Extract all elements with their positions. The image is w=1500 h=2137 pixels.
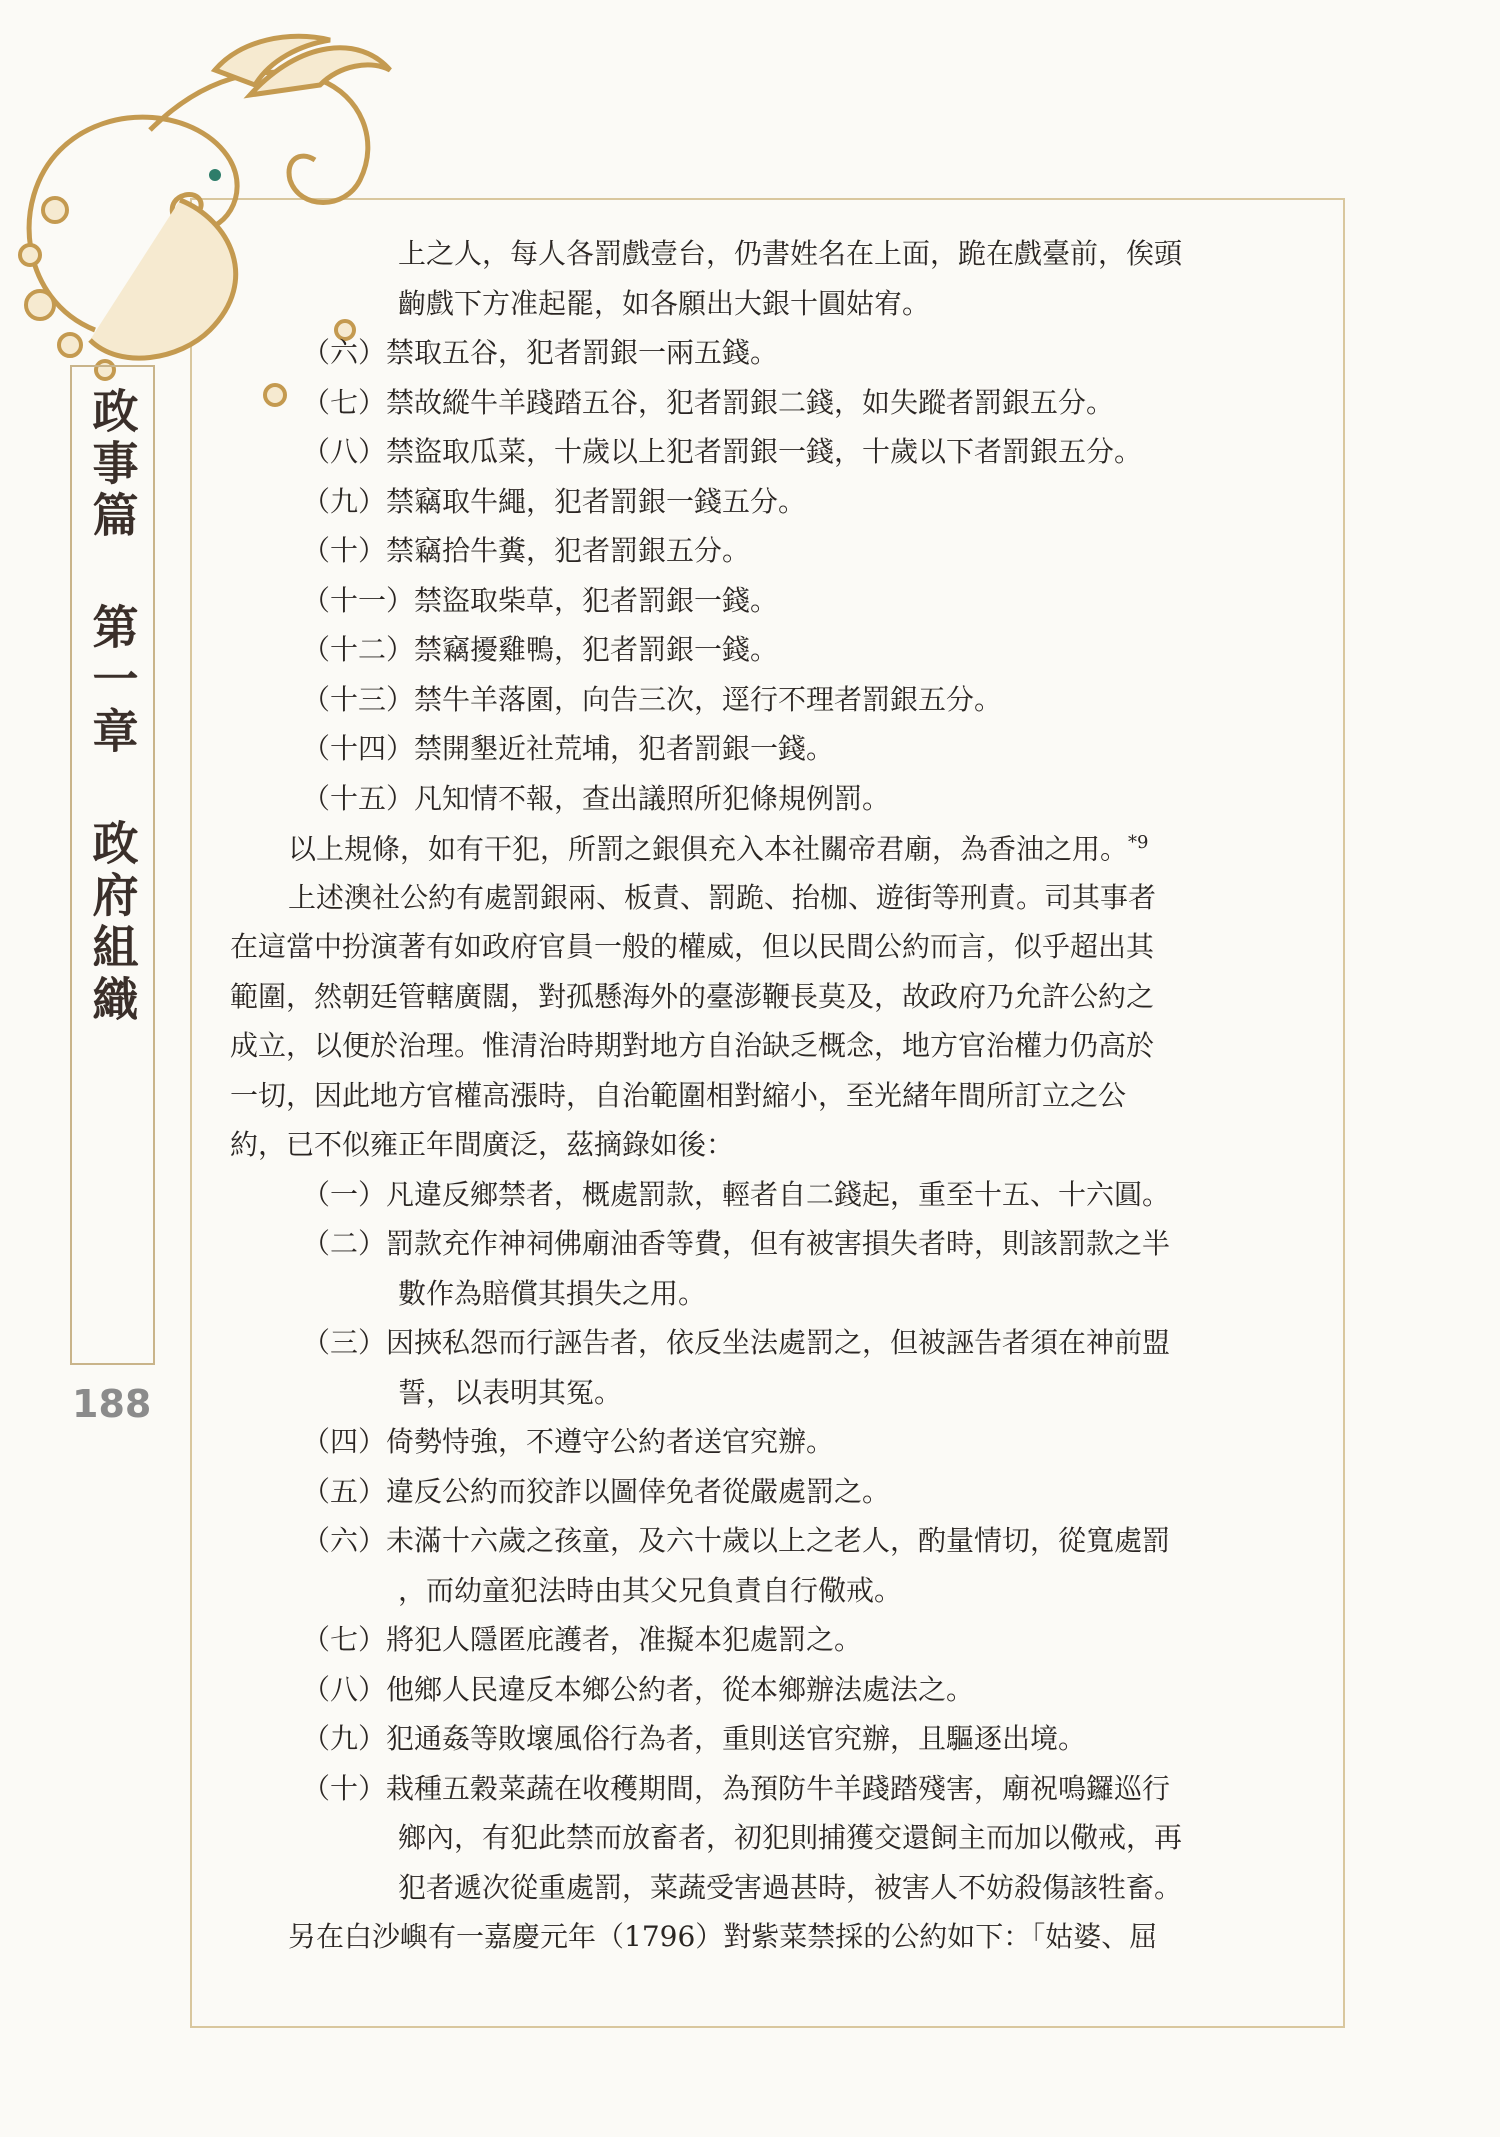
line-text: （三）因挾私怨而行誣告者，依反坐法處罰之，但被誣告者須在神前盟	[302, 1326, 1171, 1359]
text-line	[398, 1871, 1183, 1904]
line-text: 範圍，然朝廷管轄廣闊，對孤懸海外的臺澎鞭長莫及，故政府乃允許公約之	[230, 980, 1155, 1013]
text-line	[398, 1574, 903, 1607]
text-line	[288, 1920, 1158, 1953]
line-text: ，而幼童犯法時由其父兄負責自行儆戒。	[398, 1574, 903, 1607]
line-text: 數作為賠償其損失之用。	[398, 1277, 707, 1310]
text-line	[302, 386, 1115, 419]
line-text: 上之人，每人各罰戲壹台，仍書姓名在上面，跪在戲臺前，俟頭	[398, 237, 1183, 270]
line-text: （六）禁取五谷，犯者罰銀一兩五錢。	[302, 336, 779, 369]
line-text: （十三）禁牛羊落園，向告三次，逕行不理者罰銀五分。	[302, 683, 1003, 716]
line-text: 一切，因此地方官權高漲時，自治範圍相對縮小，至光緒年間所訂立之公	[230, 1079, 1127, 1112]
line-text: （七）將犯人隱匿庇護者，准擬本犯處罰之。	[302, 1623, 863, 1656]
text-line	[302, 1475, 891, 1508]
line-text: 誓，以表明其冤。	[398, 1376, 623, 1409]
text-line	[302, 1326, 1171, 1359]
line-text: （十四）禁開墾近社荒埔，犯者罰銀一錢。	[302, 732, 835, 765]
text-line	[302, 435, 1143, 468]
line-text: （二）罰款充作神祠佛廟油香等費，但有被害損失者時，則該罰款之半	[302, 1227, 1171, 1260]
text-line	[302, 1178, 1171, 1211]
text-line	[302, 683, 1003, 716]
text-line	[302, 1227, 1171, 1260]
line-text: （六）未滿十六歲之孩童，及六十歲以上之老人，酌量情切，從寬處罰	[302, 1524, 1171, 1557]
page-number: 188	[72, 1382, 152, 1426]
line-text: 約，已不似雍正年間廣泛，茲摘錄如後：	[230, 1128, 735, 1161]
text-line	[302, 1524, 1171, 1557]
line-text: （九）禁竊取牛繩，犯者罰銀一錢五分。	[302, 485, 807, 518]
text-line	[302, 534, 751, 567]
line-text: （十五）凡知情不報，查出議照所犯條規例罰。	[302, 782, 891, 815]
text-line	[398, 1277, 707, 1310]
text-line	[302, 1425, 835, 1458]
text-line	[302, 1772, 1171, 1805]
text-line	[302, 1673, 975, 1706]
text-line	[230, 1128, 735, 1161]
text-line	[302, 584, 779, 617]
line-text: 另在白沙嶼有一嘉慶元年（1796）對紫菜禁採的公約如下：「姑婆、屈	[288, 1920, 1158, 1953]
text-line	[302, 1722, 1087, 1755]
line-text: 成立，以便於治理。惟清治時期對地方自治缺乏概念，地方官治權力仍高於	[230, 1029, 1155, 1062]
line-text: （十一）禁盜取柴草，犯者罰銀一錢。	[302, 584, 779, 617]
text-line	[398, 287, 931, 320]
line-text: （八）禁盜取瓜菜，十歲以上犯者罰銀一錢，十歲以下者罰銀五分。	[302, 435, 1143, 468]
text-line	[230, 930, 1155, 963]
text-line	[288, 832, 1149, 866]
text-line	[302, 336, 779, 369]
footnote-marker: *9	[1128, 832, 1149, 853]
chapter-sidebar	[70, 365, 155, 1365]
text-line	[398, 1821, 1183, 1854]
line-text: （九）犯通姦等敗壞風俗行為者，重則送官究辦，且驅逐出境。	[302, 1722, 1087, 1755]
text-line	[230, 1079, 1127, 1112]
text-line	[302, 1623, 863, 1656]
text-line	[302, 633, 779, 666]
line-text: （八）他鄉人民違反本鄉公約者，從本鄉辦法處法之。	[302, 1673, 975, 1706]
line-text: 上述澳社公約有處罰銀兩、板責、罰跪、抬枷、遊街等刑責。司其事者	[288, 881, 1157, 914]
line-text: （七）禁故縱牛羊踐踏五谷，犯者罰銀二錢，如失蹤者罰銀五分。	[302, 386, 1115, 419]
text-line	[398, 237, 1183, 270]
text-line	[398, 1376, 623, 1409]
line-text: （十）禁竊拾牛糞，犯者罰銀五分。	[302, 534, 751, 567]
line-text: 鄉內，有犯此禁而放畜者，初犯則捕獲交還飼主而加以儆戒，再	[398, 1821, 1183, 1854]
text-line	[230, 980, 1155, 1013]
line-text: （十二）禁竊擾雞鴨，犯者罰銀一錢。	[302, 633, 779, 666]
line-text: （五）違反公約而狡詐以圖倖免者從嚴處罰之。	[302, 1475, 891, 1508]
text-line	[288, 881, 1157, 914]
line-text: 以上規條，如有干犯，所罰之銀俱充入本社關帝君廟，為香油之用。	[288, 832, 1129, 866]
line-text: （一）凡違反鄉禁者，概處罰款，輕者自二錢起，重至十五、十六圓。	[302, 1178, 1171, 1211]
line-text: （四）倚勢恃強，不遵守公約者送官究辦。	[302, 1425, 835, 1458]
chapter-title: 政事篇 第一章 政府組織	[85, 387, 140, 1027]
text-line	[302, 782, 891, 815]
line-text: 齣戲下方准起罷，如各願出大銀十圓姑宥。	[398, 287, 931, 320]
text-line	[230, 1029, 1155, 1062]
line-text: 在這當中扮演著有如政府官員一般的權威，但以民間公約而言，似乎超出其	[230, 930, 1155, 963]
text-line	[302, 732, 835, 765]
line-text: （十）栽種五穀菜蔬在收穫期間，為預防牛羊踐踏殘害，廟祝鳴鑼巡行	[302, 1772, 1171, 1805]
text-line	[302, 485, 807, 518]
line-text: 犯者遞次從重處罰，菜蔬受害過甚時，被害人不妨殺傷該牲畜。	[398, 1871, 1183, 1904]
